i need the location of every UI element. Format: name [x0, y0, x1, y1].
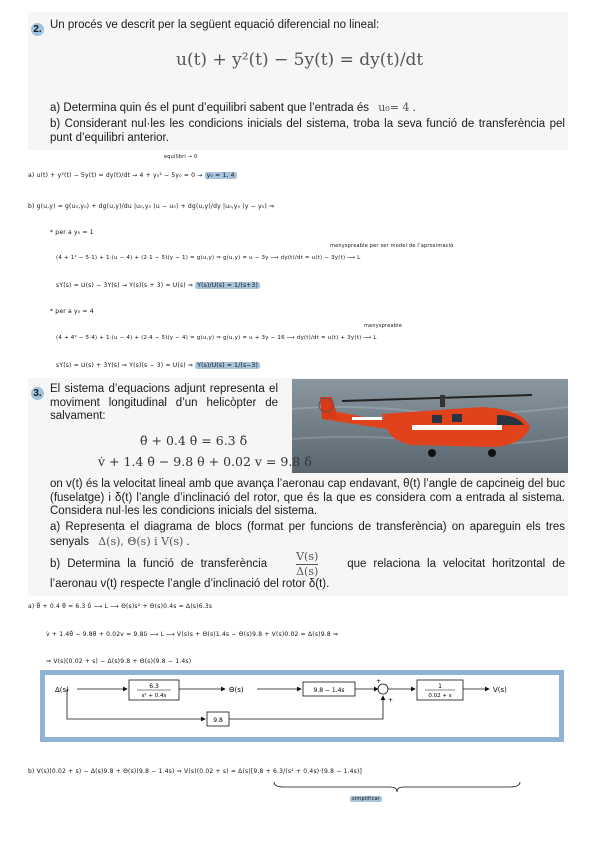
solution-3a-line2: v̇ + 1.4θ̇ − 9.8θ + 0.02v = 9.8δ ⟶ L ⟶ V(s)s + Θ(s)1.4s − Θ(s)9.8 + V(s)0.02 = Δ(s)9.8 ⇒: [46, 631, 339, 638]
case2-line1: (4 + 4² − 5·4) + 1·(u − 4) + (2·4 − 5)(y − 4) = g(u,y) ⇒ g(u,y) = u + 3y − 16 ⟶ dy(t)/dt = u(t) + 3y(t) ⟶ L: [56, 335, 377, 341]
case2-line2: sY(s) = U(s) + 3Y(s) ⇒ Y(s)(s − 3) = U(s) ⇒ Y(s)/U(s) = 1/(s−3): [56, 362, 259, 369]
note-equilibri: equilibri → 0: [164, 154, 198, 160]
solution-3a-line1: a) θ̈ + 0.4 θ̇ = 6.3 δ̇ ⟶ L ⟶ Θ(s)s² + Θ(s)0.4s = Δ(s)6.3s: [28, 603, 213, 610]
block-g2-label: 9.8 − 1.4s: [313, 687, 345, 694]
problem-3-eq2: v̇ + 1.4 θ̇ − 9.8 θ + 0.02 v = 9.8 δ: [98, 454, 312, 469]
case1-line1: (4 + 1² − 5·1) + 1·(u − 4) + (2·1 − 5)(y − 1) = g(u,y) ⇒ g(u,y) = u − 3y ⟶ dy(t)/dt = u(t) − 3y(t) ⟶ L: [56, 255, 361, 261]
sum-sign-bottom: +: [388, 697, 394, 704]
sum-sign-top: +: [376, 678, 382, 685]
case2-transfer-function: Y(s)/U(s) = 1/(s−3): [197, 362, 259, 369]
output-signal: V(s): [493, 686, 507, 694]
helicopter-image: [292, 379, 568, 473]
note-simplificar: simplificar: [352, 796, 381, 802]
equilibrium-result: y₀ = 1, 4: [206, 172, 235, 179]
problem-3-intro: El sistema d’equacions adjunt representa el moviment longitudinal d’un helicòpter de salvament:: [50, 383, 278, 422]
problem-3-body: on v(t) és la velocitat lineal amb que avança l’aeronau cap endavant, θ(t) l’angle de capcineig del buc (fuselatge) i δ(t) l’angle d’inclinació del rotor, que és la que es considera com a entrada al sistema. Considera nul·les les condicions inicials del sistema.: [50, 478, 565, 517]
problem-2-part-a: a) Determina quin és el punt d’equilibri sabent que l’entrada és u₀= 4 .: [50, 101, 416, 114]
signals: Δ(s), Θ(s) i V(s): [98, 534, 184, 548]
note-case2: menyspreable: [364, 323, 402, 329]
block-diagram: [45, 675, 559, 737]
case1-transfer-function: Y(s)/U(s) = 1/(s+3): [197, 282, 259, 289]
block-g1-den: s² + 0.4s: [141, 693, 167, 699]
block-g3-den: 0.02 + s: [428, 693, 452, 699]
solution-3b: b) V(s)(0.02 + s) − Δ(s)9.8 + Θ(s)(9.8 − 1.4s) ⇒ V(s)(0.02 + s) = Δ(s)[9.8 + 6.3/(s² + 0.4s)·(9.8 − 1.4s)]: [28, 768, 363, 775]
solution-3a-line3: ⇒ V(s)(0.02 + s) − Δ(s)9.8 + Θ(s)(9.8 − 1.4s): [46, 658, 192, 665]
case1-label: * per a y₀ = 1: [50, 229, 94, 236]
block-g4-label: 9.8: [213, 717, 223, 724]
underbrace: [272, 780, 522, 794]
summing-junction: [378, 684, 388, 694]
problem-2-intro: Un procés ve descrit per la següent equació diferencial no lineal:: [50, 19, 380, 31]
case2-label: * per a y₀ = 4: [50, 308, 94, 315]
block-g3-num: 1: [438, 683, 442, 690]
note-menyspreable: menyspreable per ser model de l’aproximació: [330, 243, 454, 249]
transfer-fraction: $\frac{V(s)}{\Delta(s)}$: [296, 550, 319, 578]
theta-signal: Θ(s): [229, 686, 244, 694]
input-value: u₀= 4: [378, 101, 410, 114]
problem-3-number: 3.: [31, 383, 44, 401]
input-signal: Δ(s): [55, 686, 69, 694]
problem-2-part-b: b) Considerant nul·les les condicions inicials del sistema, troba la seva funció de transferència pel punt d’equilibri anterior.: [50, 118, 565, 144]
problem-2-number: 2.: [31, 19, 44, 37]
problem-3-part-a: a) Representa el diagrama de blocs (format per funcions de transferència) on apareguin els tres senyals Δ(s), Θ(s) i V(s) .: [50, 521, 565, 548]
problem-2-equation: u(t) + y²(t) − 5y(t) = dy(t)/dt: [176, 50, 424, 70]
case1-line2: sY(s) = U(s) − 3Y(s) → Y(s)(s + 3) = U(s) ⇒ Y(s)/U(s) = 1/(s+3): [56, 282, 259, 289]
problem-3-part-b: b) Determina la funció de transferència $\frac{V(s)}{\Delta(s)}$ que relaciona la velocitat horitzontal de l’aeronau v(t) respecte l’angle d’inclinació del rotor δ(t).: [50, 550, 565, 590]
problem-3-eq1: θ̈ + 0.4 θ̇ = 6.3 δ̇: [140, 433, 248, 448]
block-g1-num: 6.3: [149, 683, 159, 690]
solution-2b-linearization: b) g(u,y) = g(u₀,y₀) + dg(u,y)/du |u₀,y₀ (u − u₀) + dg(u,y)/dy |u₀,y₀ (y − y₀) ⇒: [28, 203, 275, 210]
solution-2a: a) u(t) + y²(t) − 5y(t) = dy(t)/dt → 4 + y₀² − 5y₀ = 0 → y₀ = 1, 4: [28, 172, 235, 179]
